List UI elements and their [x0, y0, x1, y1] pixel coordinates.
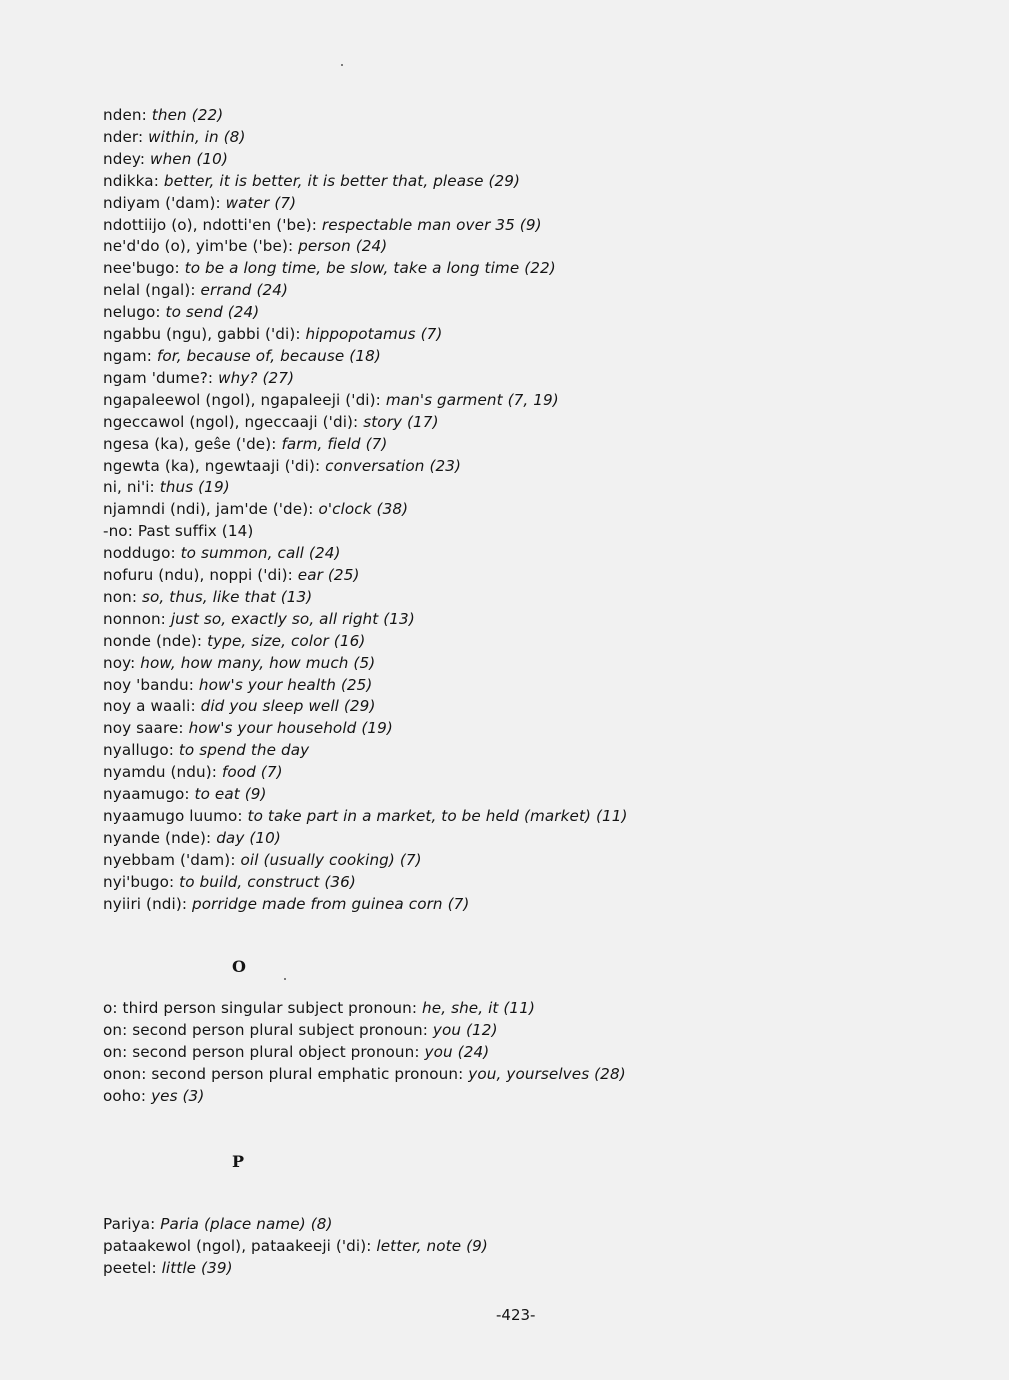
gloss: to build, construct (36) — [179, 872, 356, 891]
headword: ngesa (ka), geŝe ('de): — [103, 434, 277, 453]
headword: ni, ni'i: — [103, 478, 155, 497]
dictionary-entry — [103, 653, 863, 675]
dictionary-entry — [103, 850, 863, 872]
gloss: Paria (place name) (8) — [160, 1215, 333, 1233]
gloss: thus (19) — [159, 478, 230, 497]
headword: ngam 'dume?: — [103, 368, 214, 387]
dictionary-entry — [103, 762, 863, 784]
dictionary-entry — [103, 1042, 863, 1064]
dictionary-entry — [103, 456, 863, 478]
dictionary-entry — [103, 390, 863, 412]
dictionary-entry — [103, 412, 863, 434]
gloss: why? (27) — [218, 368, 295, 387]
headword: nonnon: — [103, 609, 166, 628]
gloss: you (24) — [424, 1042, 490, 1061]
gloss: farm, field (7) — [281, 434, 388, 453]
dictionary-entry — [103, 499, 863, 521]
dictionary-entry — [103, 193, 863, 215]
gloss: to take part in a market, to be held (market) (11) — [247, 807, 628, 825]
dictionary-entry — [103, 718, 863, 740]
dictionary-entry — [103, 872, 863, 894]
headword: nonde (nde): — [103, 631, 203, 650]
headword: noy: — [103, 653, 136, 672]
dictionary-entry — [103, 784, 863, 806]
gloss: so, thus, like that (13) — [142, 587, 313, 606]
dictionary-entry — [103, 609, 863, 631]
gloss: letter, note (9) — [376, 1236, 488, 1255]
headword: o: — [103, 999, 118, 1017]
letter-heading-p: P — [232, 1152, 245, 1171]
dictionary-entry — [103, 1258, 863, 1280]
gloss: to spend the day — [178, 741, 310, 760]
gloss: you, yourselves (28) — [468, 1064, 626, 1083]
gloss: ear (25) — [297, 566, 360, 585]
headword: ngabbu (ngu), gabbi ('di): — [103, 325, 301, 344]
gloss: Past suffix (14) — [137, 522, 254, 541]
letter-heading-o: O — [232, 957, 246, 976]
headword: nyaamugo luumo: — [103, 807, 243, 825]
gloss: how's your household (19) — [188, 719, 393, 738]
headword: ndey: — [103, 149, 146, 168]
dictionary-entry — [103, 280, 863, 302]
dictionary-entry — [103, 434, 863, 456]
headword: ngeccawol (ngol), ngeccaaji ('di): — [103, 412, 359, 431]
headword: nofuru (ndu), noppi ('di): — [103, 566, 293, 585]
headword: ngapaleewol (ngol), ngapaleeji ('di): — [103, 390, 381, 409]
grammatical-description: second person plural object pronoun: — [132, 1042, 420, 1061]
headword: nyamdu (ndu): — [103, 763, 217, 782]
gloss: story (17) — [363, 412, 439, 431]
gloss: to summon, call (24) — [180, 544, 341, 563]
entries-n — [103, 105, 863, 916]
dictionary-entry — [103, 740, 863, 762]
headword: onon: — [103, 1064, 147, 1083]
headword: nder: — [103, 127, 144, 146]
dictionary-entry — [103, 806, 863, 828]
gloss: to eat (9) — [194, 785, 267, 804]
headword: non: — [103, 587, 138, 606]
grammatical-description: second person plural emphatic pronoun: — [151, 1064, 464, 1083]
gloss: within, in (8) — [148, 127, 246, 146]
dictionary-entry — [103, 696, 863, 718]
dictionary-entry — [103, 346, 863, 368]
headword: ne'd'do (o), yim'be ('be): — [103, 237, 294, 256]
gloss: o'clock (38) — [318, 500, 409, 519]
gloss: did you sleep well (29) — [200, 697, 376, 716]
dictionary-entry — [103, 258, 863, 280]
dictionary-entry — [103, 998, 863, 1020]
headword: ngam: — [103, 346, 152, 365]
headword: nyaamugo: — [103, 785, 190, 804]
headword: -no: — [103, 522, 133, 541]
headword: nelal (ngal): — [103, 281, 196, 300]
headword: on: — [103, 1020, 128, 1039]
dictionary-entry — [103, 215, 863, 237]
headword: nyebbam ('dam): — [103, 850, 236, 869]
headword: noy saare: — [103, 719, 184, 738]
gloss: to be a long time, be slow, take a long time (22) — [184, 259, 556, 278]
dictionary-entry — [103, 171, 863, 193]
headword: nyallugo: — [103, 741, 174, 760]
dictionary-entry — [103, 368, 863, 390]
gloss: person (24) — [298, 237, 388, 256]
headword: nee'bugo: — [103, 259, 180, 278]
entries-p — [103, 1214, 863, 1280]
dictionary-entry — [103, 127, 863, 149]
gloss: you (12) — [432, 1020, 498, 1039]
dictionary-entry — [103, 105, 863, 127]
dictionary-entry — [103, 1020, 863, 1042]
headword: nyi'bugo: — [103, 872, 175, 891]
gloss: errand (24) — [200, 281, 289, 300]
headword: peetel: — [103, 1258, 157, 1277]
headword: ooho: — [103, 1086, 147, 1105]
dictionary-entry — [103, 587, 863, 609]
headword: nden: — [103, 106, 147, 124]
dictionary-entry — [103, 236, 863, 258]
gloss: porridge made from guinea corn (7) — [192, 894, 470, 913]
speck-mark — [284, 978, 286, 980]
gloss: how's your health (25) — [198, 675, 373, 694]
dictionary-entry — [103, 1086, 863, 1108]
dictionary-entry — [103, 149, 863, 171]
headword: noddugo: — [103, 544, 176, 563]
headword: ndottiijo (o), ndotti'en ('be): — [103, 215, 317, 234]
headword: njamndi (ndi), jam'de ('de): — [103, 500, 314, 519]
grammatical-description: third person singular subject pronoun: — [122, 999, 418, 1017]
gloss: then (22) — [151, 106, 224, 124]
gloss: oil (usually cooking) (7) — [240, 850, 422, 869]
headword: noy a waali: — [103, 697, 196, 716]
gloss: he, she, it (11) — [422, 999, 535, 1017]
headword: on: — [103, 1042, 128, 1061]
dictionary-entry — [103, 1214, 863, 1236]
dictionary-entry — [103, 302, 863, 324]
dictionary-entry — [103, 324, 863, 346]
gloss: conversation (23) — [325, 456, 462, 475]
dictionary-entry — [103, 521, 863, 543]
headword: Pariya: — [103, 1215, 156, 1233]
gloss: better, it is better, it is better that, please (29) — [163, 171, 521, 190]
headword: ndiyam ('dam): — [103, 193, 221, 212]
headword: nyande (nde): — [103, 828, 212, 847]
gloss: day (10) — [216, 828, 281, 847]
gloss: respectable man over 35 (9) — [321, 215, 542, 234]
headword: ngewta (ka), ngewtaaji ('di): — [103, 456, 321, 475]
headword: nyiiri (ndi): — [103, 894, 188, 913]
headword: noy 'bandu: — [103, 675, 194, 694]
gloss: just so, exactly so, all right (13) — [170, 609, 415, 628]
dictionary-entry — [103, 894, 863, 916]
gloss: hippopotamus (7) — [305, 325, 443, 344]
dictionary-entry — [103, 543, 863, 565]
gloss: when (10) — [150, 149, 228, 168]
gloss: how, how many, how much (5) — [140, 653, 376, 672]
grammatical-description: second person plural subject pronoun: — [132, 1020, 428, 1039]
dictionary-entry — [103, 828, 863, 850]
headword: nelugo: — [103, 303, 161, 322]
gloss: little (39) — [161, 1258, 233, 1277]
gloss: yes (3) — [151, 1086, 205, 1105]
speck-mark — [341, 64, 343, 66]
gloss: food (7) — [221, 763, 283, 782]
entries-o — [103, 998, 863, 1108]
headword: ndikka: — [103, 171, 159, 190]
gloss: man's garment (7, 19) — [385, 390, 559, 409]
gloss: for, because of, because (18) — [156, 346, 381, 365]
headword: pataakewol (ngol), pataakeeji ('di): — [103, 1236, 372, 1255]
dictionary-entry — [103, 477, 863, 499]
dictionary-entry — [103, 565, 863, 587]
dictionary-entry — [103, 1064, 863, 1086]
page-number: -423- — [496, 1306, 536, 1324]
dictionary-entry — [103, 1236, 863, 1258]
gloss: to send (24) — [165, 303, 260, 322]
dictionary-entry — [103, 675, 863, 697]
dictionary-entry — [103, 631, 863, 653]
gloss: water (7) — [225, 193, 297, 212]
gloss: type, size, color (16) — [207, 631, 366, 650]
